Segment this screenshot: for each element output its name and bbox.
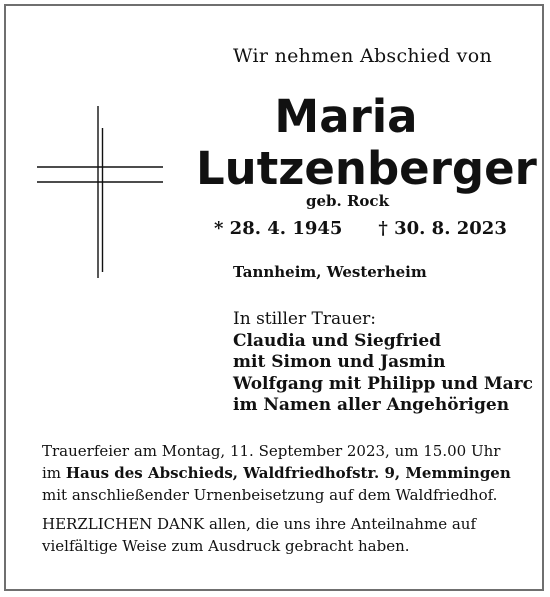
thanks-line-2: vielfältige Weise zum Ausdruck gebracht haben.: [42, 537, 410, 555]
funeral-line-2-prefix: im: [42, 464, 62, 482]
mourner-line: im Namen aller Angehörigen: [233, 395, 510, 415]
mourners-block: [233, 309, 533, 417]
birth-name: geb. Rock: [306, 192, 389, 210]
birth-date: * 28. 4. 1945: [214, 218, 343, 239]
cross-icon: [37, 106, 163, 282]
death-date: † 30. 8. 2023: [378, 218, 507, 239]
mourner-line: mit Simon und Jasmin: [233, 352, 446, 372]
funeral-line-2: [42, 462, 511, 484]
intro-text: Wir nehmen Abschied von: [233, 45, 492, 67]
funeral-location: Haus des Abschieds, Waldfriedhofstr. 9, Memmingen: [65, 464, 511, 482]
thanks-text: [42, 513, 476, 557]
mourner-line: Wolfgang mit Philipp und Marc: [233, 373, 533, 394]
last-name: Lutzenberger: [196, 142, 537, 195]
thanks-line-1: HERZLICHEN DANK allen, die uns ihre Anteilnahme auf: [42, 515, 476, 533]
deceased-name: [196, 90, 537, 195]
funeral-line-3: mit anschließender Urnenbeisetzung auf dem Waldfriedhof.: [42, 486, 498, 504]
life-dates: [214, 218, 507, 239]
first-name: Maria: [274, 90, 418, 143]
funeral-line-1: Trauerfeier am Montag, 11. September 2023, um 15.00 Uhr: [42, 442, 501, 460]
mourner-line: Claudia und Siegfried: [233, 330, 442, 351]
mourning-intro: In stiller Trauer:: [233, 309, 376, 329]
mourners-list: [233, 331, 533, 417]
place-of-residence: Tannheim, Westerheim: [233, 263, 427, 281]
funeral-info: [42, 440, 511, 506]
